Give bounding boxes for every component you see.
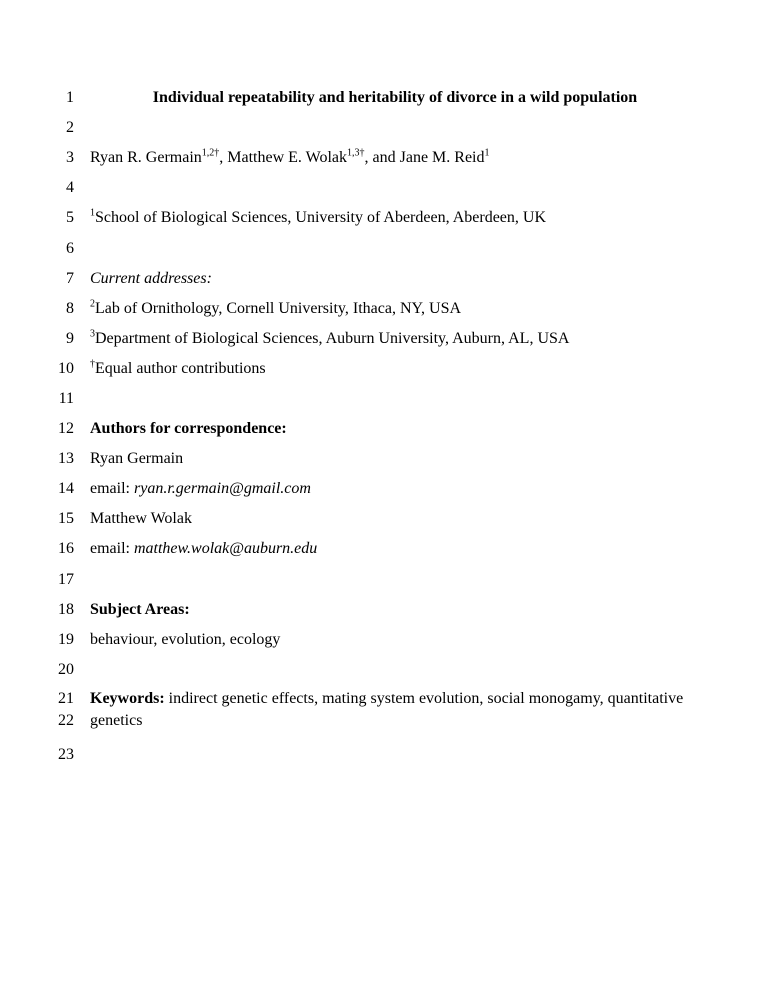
line-number: 6 (66, 239, 74, 257)
line-number: 20 (58, 660, 74, 678)
line-number: 4 (66, 179, 74, 197)
line-number: 9 (66, 329, 74, 347)
manuscript-line (40, 354, 740, 384)
author-affiliation-superscript: 1,2† (201, 147, 220, 159)
manuscript-line (40, 113, 740, 143)
manuscript-line (40, 655, 740, 685)
line-number: 2 (66, 119, 74, 137)
affiliation-superscript: 3 (90, 328, 95, 340)
dagger-superscript: † (90, 358, 95, 370)
manuscript-line (40, 384, 740, 414)
manuscript-line (40, 83, 740, 113)
line-number: 15 (58, 510, 74, 528)
subject-areas-heading: Subject Areas: (90, 600, 190, 618)
line-number: 10 (58, 359, 74, 377)
correspondent-email-line (90, 540, 700, 558)
affiliation (90, 300, 700, 318)
correspondent-name: Matthew Wolak (90, 510, 192, 528)
line-number: 17 (58, 570, 74, 588)
line-number: 19 (58, 630, 74, 648)
line-number: 14 (58, 480, 74, 498)
manuscript-line (40, 173, 740, 203)
email-label: email: (90, 480, 134, 498)
correspondence-heading: Authors for correspondence: (90, 420, 287, 438)
line-number: 16 (58, 540, 74, 558)
author-affiliation-superscript: 1,3† (347, 147, 365, 159)
line-number: 11 (58, 389, 74, 407)
affiliation (90, 209, 700, 227)
line-number: 5 (66, 209, 74, 227)
affiliation (90, 330, 700, 348)
manuscript-line (40, 294, 740, 324)
manuscript-line (40, 233, 740, 263)
affiliation-text: Lab of Ornithology, Cornell University, Ithaca, NY, USA (95, 299, 462, 317)
affiliation-text: School of Biological Sciences, University of Aberdeen, Aberdeen, UK (95, 209, 546, 227)
line-number: 8 (66, 299, 74, 317)
line-number: 23 (58, 745, 74, 763)
line-number: 3 (66, 149, 74, 167)
manuscript-line (40, 534, 740, 564)
affiliation-text: Department of Biological Sciences, Auburn University, Auburn, AL, USA (95, 329, 570, 347)
manuscript-line (40, 565, 740, 595)
manuscript-line (40, 474, 740, 504)
author-list (90, 149, 700, 167)
line-number: 18 (58, 600, 74, 618)
subject-areas-list: behaviour, evolution, ecology (90, 630, 281, 648)
keywords-label: Keywords: (90, 689, 165, 707)
keywords-text (90, 688, 700, 733)
author-affiliation-superscript: 1 (484, 147, 490, 159)
current-addresses-heading: Current addresses: (90, 269, 212, 287)
keywords-list-line1: indirect genetic effects, mating system evolution, social monogamy, quantitative (164, 689, 684, 707)
manuscript-line (40, 324, 740, 354)
correspondent-email-line (90, 480, 700, 498)
line-number-column (40, 688, 74, 733)
manuscript-line (40, 444, 740, 474)
affiliation-superscript: 1 (90, 208, 95, 220)
line-number: 12 (58, 420, 74, 438)
line-number: 22 (58, 712, 74, 730)
manuscript-line (40, 595, 740, 625)
author-name: Ryan R. Germain (90, 149, 202, 167)
keywords-list-line2: genetics (90, 712, 143, 730)
author-separator: , and (364, 149, 400, 167)
email-address: matthew.wolak@auburn.edu (133, 540, 318, 558)
author-name: Matthew E. Wolak (227, 149, 348, 167)
manuscript-line (40, 143, 740, 173)
manuscript-line (40, 625, 740, 655)
email-label: email: (90, 540, 134, 558)
line-number: 13 (58, 450, 74, 468)
author-separator: , (219, 149, 228, 167)
keywords-block (40, 685, 740, 740)
email-address: ryan.r.germain@gmail.com (133, 480, 311, 498)
manuscript-line (40, 740, 740, 770)
equal-contributions-note (90, 360, 700, 378)
author-name: Jane M. Reid (399, 149, 485, 167)
affiliation-superscript: 2 (90, 298, 95, 310)
line-number: 7 (66, 269, 74, 287)
line-number: 1 (66, 89, 74, 107)
line-number: 21 (58, 689, 74, 707)
correspondent-name: Ryan Germain (90, 450, 184, 468)
manuscript-line (40, 414, 740, 444)
manuscript-line (40, 203, 740, 233)
manuscript-line (40, 504, 740, 534)
paper-title: Individual repeatability and heritability of divorce in a wild population (152, 89, 638, 107)
manuscript-line (40, 264, 740, 294)
equal-contributions-text: Equal author contributions (95, 359, 266, 377)
manuscript-body (40, 83, 740, 770)
